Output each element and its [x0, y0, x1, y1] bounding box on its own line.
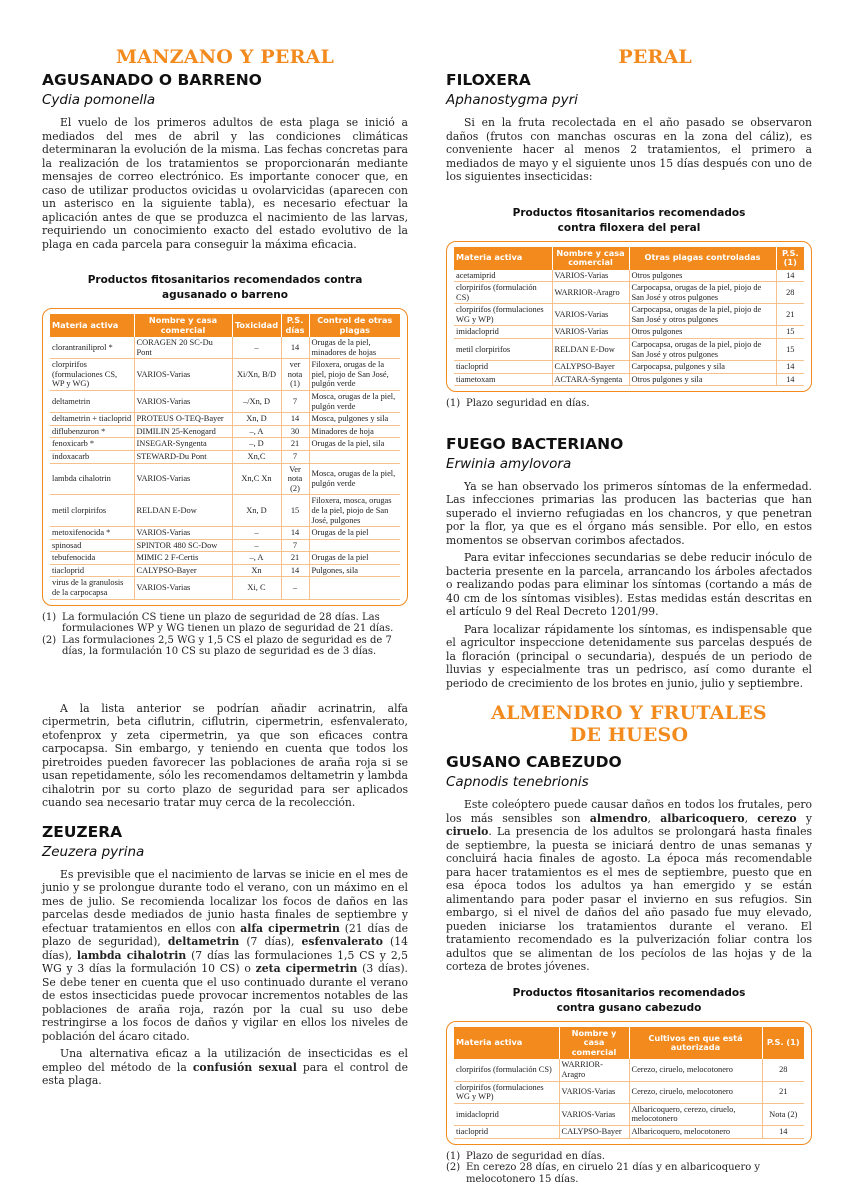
pest-title-gusano: GUSANO CABEZUDO [446, 753, 622, 772]
table-cell: indoxacarb [50, 450, 134, 463]
footnote [42, 612, 408, 635]
table-header-cell: Materia activa [454, 247, 552, 270]
section-title-line: ALMENDRO Y FRUTALES [491, 702, 767, 725]
table-cell: CORAGEN 20 SC-Du Pont [134, 337, 232, 359]
table-cell: 14 [776, 373, 804, 386]
table-cell: Cerezo, ciruelo, melocotonero [629, 1059, 762, 1081]
table-cell: clorpirifos (formulaciones WG y WP) [454, 1081, 559, 1103]
filoxera-paragraph: Si en la fruta recolectada en el año pasado se observaron daños (frutos con manchas oscuras en la zona del cáliz), es conveniente hacer al menos 2 tratamientos, el primero a mediados de mayo y el siguiente unos 15 días después con uno de los siguientes insecticidas: [446, 116, 812, 183]
species-erwinia: Erwinia amylovora [446, 455, 572, 472]
table-cell: Orugas de la piel, sila [309, 438, 400, 451]
table-cell: spinosad [50, 539, 134, 552]
table-cell: SPINTOR 480 SC-Dow [134, 539, 232, 552]
table-cell [309, 450, 400, 463]
table-row [50, 337, 400, 359]
table-cell: clorpirifos (formulaciones CS, WP y WG) [50, 359, 134, 391]
table-cell: 7 [281, 390, 309, 412]
table-cell: STEWARD-Du Pont [134, 450, 232, 463]
table-row [50, 577, 400, 599]
table-row [50, 413, 400, 426]
table-cell: Xn,C Xn [232, 463, 281, 495]
table-header-cell: P.S. días [281, 314, 309, 337]
gusano-table-title [446, 986, 812, 1016]
table-cell: tiacloprid [454, 361, 552, 374]
table-cell: Pulgones, sila [309, 564, 400, 577]
gusano-table [454, 1027, 804, 1139]
agusanado-table [50, 314, 400, 600]
gusano-table-box [446, 1021, 812, 1145]
zeuzera-paragraph-2: Una alternativa eficaz a la utilización de insecticidas es el empleo del método de la confusión sexual para el control de esta plaga. [42, 1047, 408, 1088]
footnote-text: Plazo de seguridad en días. [466, 1150, 606, 1162]
table-row [454, 270, 804, 282]
table-cell: diflubenzuron * [50, 425, 134, 438]
table-row [50, 450, 400, 463]
table-cell: – [232, 527, 281, 540]
table-cell: tiacloprid [454, 1126, 559, 1139]
filoxera-table-title [446, 206, 812, 236]
footnote-text: Las formulaciones 2,5 WG y 1,5 CS el plazo de seguridad es de 7 días, la formulación 10 CS su plazo de seguridad es de 3 días. [62, 634, 392, 658]
footnote-number: (1) [446, 398, 461, 410]
table-cell: 15 [281, 495, 309, 527]
table-cell: Otros pulgones [629, 326, 776, 339]
table-cell: deltametrin + tiacloprid [50, 413, 134, 426]
table-cell: VARIOS-Varias [552, 304, 629, 326]
agusanado-paragraph-2: A la lista anterior se podrían añadir acrinatrin, alfa cipermetrin, beta ciflutrin, ciflutrin, cipermetrin, esfenvalerato, etofenprox y zeta cipermetrin, ya que son eficaces contra carpocapsa. Sin embargo, y teniendo en cuenta que todos los piretroides pueden favorecer las poblaciones de araña roja si se usan repetidamente, sólo les recomendamos deltametrin y lambda cihalotrin por su corto plazo de seguridad para ser aplicados cuando sea necesario tratar muy cerca de la recolección. [42, 701, 408, 810]
table-row [454, 1103, 804, 1125]
agusanado-table-title [42, 273, 408, 303]
table-cell: Filoxera, mosca, orugas de la piel, piojo de San José, pulgones [309, 495, 400, 527]
fuego-paragraph-1: Ya se han observado los primeros síntomas de la enfermedad. Las infecciones primarias las producen las bacterias que han superado el invierno refugiadas en los chancros, y que penetran por la flor, ya que es el órgano más sensible. Por ello, en estos momentos se observan corimbos afectados. [446, 479, 812, 547]
table-cell: 14 [776, 270, 804, 282]
table-header-cell: Materia activa [50, 314, 134, 337]
table-row [50, 425, 400, 438]
table-cell: WARRIOR-Aragro [552, 282, 629, 304]
table-row [50, 527, 400, 540]
table-cell: CALYPSO-Bayer [134, 564, 232, 577]
gusano-notes [446, 1151, 812, 1186]
table-cell: –/Xn, D [232, 390, 281, 412]
table-cell: – [232, 337, 281, 359]
table-cell: –, A [232, 552, 281, 565]
table-cell: RELDAN E-Dow [552, 339, 629, 361]
table-cell: VARIOS-Varias [552, 326, 629, 339]
table-cell: 14 [776, 361, 804, 374]
table-header-cell: Nombre y casa comercial [134, 314, 232, 337]
zeuzera-paragraph: Es previsible que el nacimiento de larvas se inicie en el mes de junio y se prolongue durante todo el verano, con un máximo en el mes de julio. Se recomienda localizar los focos de daños en las parcelas desde mediados de junio hasta finales de septiembre y efectuar tratamientos en ellos con alfa cipermetrin (21 días de plazo de seguridad), deltametrin (7 días), esfenvalerato (14 días), lambda cihalotrin (7 días las formulaciones 1,5 CS y 2,5 WG y 3 días la formulación 10 CS) o zeta cipermetrin (3 días). Se debe tener en cuenta que el uso continuado durante el verano de estos insecticidas puede provocar incrementos notables de las poblaciones de araña roja, razón por la cual su uso debe restringirse a los focos de daños y vigilar en ellos los niveles de población del ácaro citado. [42, 867, 409, 1043]
table-header-cell: P.S. (1) [762, 1027, 804, 1060]
table-header-cell: P.S. (1) [776, 247, 804, 270]
species-zeuzera: Zeuzera pyrina [42, 843, 145, 860]
species-capnodis: Capnodis tenebrionis [446, 774, 589, 791]
table-title-line: contra gusano cabezudo [556, 1001, 702, 1014]
table-cell: Albaricoquero, melocotonero [629, 1126, 762, 1139]
table-header-cell: Nombre y casa comercial [559, 1027, 629, 1060]
table-cell: CALYPSO-Bayer [552, 361, 629, 374]
pest-title-agusanado: AGUSANADO O BARRENO [42, 71, 262, 89]
table-cell: 14 [281, 564, 309, 577]
table-header-cell: Cultivos en que está autorizada [629, 1027, 762, 1060]
table-cell: Carpocapsa, orugas de la piel, piojo de San José y otros pulgones [629, 282, 776, 304]
table-cell: VARIOS-Varias [134, 463, 232, 495]
table-cell: Otros pulgones [629, 270, 776, 282]
agusanado-notes [42, 612, 408, 658]
fuego-paragraph-3: Para localizar rápidamente los síntomas, es indispensable que el agricultor inspeccione detenidamente sus parcelas después de la floración (principal o secundaria), después de un periodo de lluvias y especialmente tras un pedrisco, así como durante el periodo de crecimiento de los brotes en junio, julio y septiembre. [446, 622, 812, 690]
footnote-text: La formulación CS tiene un plazo de seguridad de 28 días. Las formulaciones WP y WG tienen un plazo de seguridad de 21 días. [62, 611, 394, 635]
table-header-cell: Toxicidad [232, 314, 281, 337]
table-cell: – [281, 577, 309, 599]
table-cell: 21 [281, 552, 309, 565]
table-cell: INSEGAR-Syngenta [134, 438, 232, 451]
table-cell: 7 [281, 539, 309, 552]
table-cell: Minadores de hoja [309, 425, 400, 438]
footnote-number: (1) [446, 1150, 461, 1162]
table-row [50, 539, 400, 552]
right-column [446, 40, 812, 1185]
table-cell: metil clorpirifos [50, 495, 134, 527]
section-title-almendro [446, 702, 812, 746]
table-cell: Carpocapsa, orugas de la piel, piojo de San José y otros pulgones [629, 304, 776, 326]
pest-title-filoxera: FILOXERA [446, 71, 531, 89]
table-cell: virus de la granulosis de la carpocapsa [50, 577, 134, 599]
table-header-cell: Nombre y casa comercial [552, 247, 629, 270]
footnote [446, 398, 812, 410]
table-cell: 21 [281, 438, 309, 451]
table-cell: clorantraniliprol * [50, 337, 134, 359]
table-row [454, 1126, 804, 1139]
table-cell: Cerezo, ciruelo, melocotonero [629, 1081, 762, 1103]
table-header-cell: Otras plagas controladas [629, 247, 776, 270]
table-cell: Otros pulgones y sila [629, 373, 776, 386]
table-cell: 14 [281, 337, 309, 359]
footnote-number: (1) [42, 611, 57, 623]
table-cell: Xi, C [232, 577, 281, 599]
table-cell: –, D [232, 438, 281, 451]
table-cell: 15 [776, 339, 804, 361]
table-cell: lambda cihalotrin [50, 463, 134, 495]
table-cell: metoxifenocida * [50, 527, 134, 540]
table-title-line: Productos fitosanitarios recomendados [512, 206, 746, 219]
table-cell: Mosca, pulgones y sila [309, 413, 400, 426]
table-cell: imidacloprid [454, 1103, 559, 1125]
species-cydia: Cydia pomonella [42, 92, 156, 108]
table-cell: Carpocapsa, orugas de la piel, piojo de San José y otros pulgones [629, 339, 776, 361]
table-row [50, 495, 400, 527]
table-cell: VARIOS-Varias [134, 390, 232, 412]
table-cell: clorpirifos (formulaciones WG y WP) [454, 304, 552, 326]
table-cell: 21 [762, 1081, 804, 1103]
table-cell: VARIOS-Varias [552, 270, 629, 282]
footnote-text: En cerezo 28 días, en ciruelo 21 días y en albaricoquero y melocotonero 15 días. [466, 1162, 761, 1185]
table-cell: VARIOS-Varias [134, 527, 232, 540]
table-row [454, 1059, 804, 1081]
table-cell: clorpirifos (formulación CS) [454, 282, 552, 304]
table-cell: VARIOS-Varias [559, 1103, 629, 1125]
filoxera-table-box [446, 241, 812, 393]
table-cell: Albaricoquero, cerezo, ciruelo, melocotonero [629, 1103, 762, 1125]
table-cell [309, 577, 400, 599]
table-cell: Orugas de la piel [309, 527, 400, 540]
table-row [454, 304, 804, 326]
table-cell: Xn, D [232, 495, 281, 527]
table-cell: Ver nota (2) [281, 463, 309, 495]
table-header-cell: Control de otras plagas [309, 314, 400, 337]
footnote-text: Plazo seguridad en días. [466, 398, 590, 410]
footnote [446, 1151, 812, 1163]
table-row [454, 1081, 804, 1103]
table-cell: 7 [281, 450, 309, 463]
filoxera-table [454, 247, 804, 387]
fuego-paragraph-2: Para evitar infecciones secundarias se debe reducir inóculo de bacteria presente en la parcela, arrancando los árboles afectados o realizando podas para eliminar los síntomas (cortando a más de 40 cm de los síntomas visibles). Estas medidas están descritas en el artículo 9 del Real Decreto 1201/99. [446, 551, 812, 619]
table-cell: Orugas de la piel, minadores de hojas [309, 337, 400, 359]
section-title-manzano-peral: MANZANO Y PERAL [115, 46, 335, 68]
footnote-number: (2) [42, 634, 57, 646]
species-aphanostygma: Aphanostygma pyri [446, 92, 578, 108]
table-cell: VARIOS-Varias [134, 577, 232, 599]
gusano-paragraph: Este coleóptero puede causar daños en todos los frutales, pero los más sensibles son almendro, albaricoquero, cerezo y ciruelo. La presencia de los adultos se prolongará hasta finales de septiembre, la puesta se iniciará dentro de unas semanas y concluirá hacia finales de agosto. La época más recomendable para hacer tratamientos es el mes de septiembre, puesto que en esa época todos los adultos ya han emergido y se están alimentando para poder pasar el invierno en sus refugios. Sin embargo, si el nivel de daños del año pasado fue muy elevado, pueden iniciarse los tratamientos durante el verano. El tratamiento recomendado es la pulverización foliar contra los adultos que se alimentan de los pecíolos de las hojas y de la corteza de brotes jóvenes. [446, 798, 812, 974]
table-cell: Mosca, orugas de la piel, pulgón verde [309, 390, 400, 412]
table-cell: Xn, D [232, 413, 281, 426]
table-row [454, 373, 804, 386]
table-cell: fenoxicarb * [50, 438, 134, 451]
table-cell: tiametoxam [454, 373, 552, 386]
table-title-line: Productos fitosanitarios recomendados [512, 986, 746, 999]
footnote [446, 1162, 812, 1185]
table-cell: VARIOS-Varias [559, 1081, 629, 1103]
table-cell: acetamiprid [454, 270, 552, 282]
table-cell: Nota (2) [762, 1103, 804, 1125]
table-cell: imidacloprid [454, 326, 552, 339]
table-cell: clorpirifos (formulación CS) [454, 1059, 559, 1081]
table-cell: PROTEUS O-TEQ-Bayer [134, 413, 232, 426]
table-cell: 14 [762, 1126, 804, 1139]
table-row [50, 390, 400, 412]
table-cell: 28 [776, 282, 804, 304]
table-row [50, 438, 400, 451]
table-cell: tiacloprid [50, 564, 134, 577]
table-cell: tebufenocida [50, 552, 134, 565]
table-title-line: Productos fitosanitarios recomendados contra [87, 274, 363, 286]
section-title-peral: PERAL [618, 46, 692, 68]
table-cell: Orugas de la piel [309, 552, 400, 565]
table-row [50, 552, 400, 565]
table-cell: Carpocapsa, pulgones y sila [629, 361, 776, 374]
table-cell: RELDAN E-Dow [134, 495, 232, 527]
table-cell: 15 [776, 326, 804, 339]
table-row [454, 361, 804, 374]
table-cell: –, A [232, 425, 281, 438]
table-cell: 30 [281, 425, 309, 438]
table-cell: CALYPSO-Bayer [559, 1126, 629, 1139]
table-title-line: agusanado o barreno [162, 289, 288, 301]
table-cell: 14 [281, 527, 309, 540]
filoxera-notes [446, 398, 812, 410]
table-cell: 21 [776, 304, 804, 326]
section-title-line: DE HUESO [569, 724, 689, 747]
footnote [42, 635, 408, 658]
table-cell: Mosca, orugas de la piel, pulgón verde [309, 463, 400, 495]
table-cell: 14 [281, 413, 309, 426]
table-cell: ACTARA-Syngenta [552, 373, 629, 386]
pest-title-fuego: FUEGO BACTERIANO [446, 434, 624, 453]
table-cell: Xn [232, 564, 281, 577]
table-row [454, 339, 804, 361]
table-row [50, 564, 400, 577]
table-cell: WARRIOR-Aragro [559, 1059, 629, 1081]
table-cell: Filoxera, orugas de la piel, piojo de San José, pulgón verde [309, 359, 400, 391]
left-column [42, 40, 408, 1088]
table-cell: DIMILIN 25-Kenogard [134, 425, 232, 438]
table-cell [309, 539, 400, 552]
table-cell: deltametrin [50, 390, 134, 412]
table-row [454, 282, 804, 304]
agusanado-table-box [42, 308, 408, 606]
footnote-number: (2) [446, 1162, 461, 1174]
pest-title-zeuzera: ZEUZERA [42, 822, 123, 841]
table-cell: 28 [762, 1059, 804, 1081]
table-cell: ver nota (1) [281, 359, 309, 391]
table-cell: – [232, 539, 281, 552]
table-cell: MIMIC 2 F-Certis [134, 552, 232, 565]
table-cell: VARIOS-Varias [134, 359, 232, 391]
table-title-line: contra filoxera del peral [557, 221, 701, 234]
agusanado-paragraph: El vuelo de los primeros adultos de esta plaga se inició a mediados del mes de abril y las condiciones climáticas determinaran la evolución de la misma. Las fechas concretas para la realización de los tratamientos se proporcionarán mediante mensajes de correo electrónico. Es importante conocer que, en caso de utilizar productos ovicidas u ovolarvicidas (aparecen con un asterisco en la siguiente tabla), es necesario efectuar la aplicación antes de que se produzca el nacimiento de las larvas, requiriendo un conocimiento exacto del estado evolutivo de la plaga en cada parcela para conseguir la máxima eficacia. [42, 116, 408, 251]
table-row [50, 359, 400, 391]
table-row [50, 463, 400, 495]
table-cell: Xi/Xn, B/D [232, 359, 281, 391]
table-cell: Xn,C [232, 450, 281, 463]
table-header-cell: Materia activa [454, 1027, 559, 1060]
table-cell: metil clorpirifos [454, 339, 552, 361]
table-row [454, 326, 804, 339]
